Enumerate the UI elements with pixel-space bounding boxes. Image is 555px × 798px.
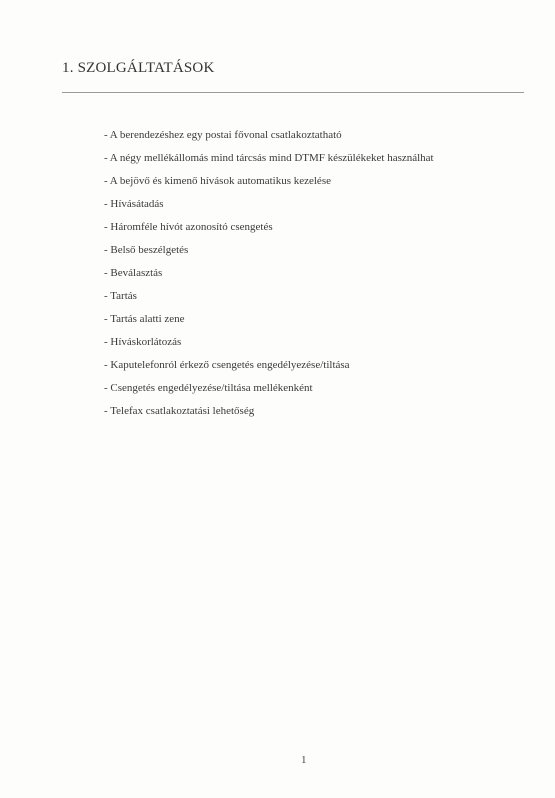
list-item: - Belső beszélgetés	[104, 244, 189, 256]
list-item: - Híváskorlátozás	[104, 336, 182, 348]
service-list	[104, 124, 434, 423]
page-number: 1	[301, 754, 307, 766]
title-divider	[62, 92, 524, 93]
section-title: 1. SZOLGÁLTATÁSOK	[62, 60, 215, 76]
list-item: - Hívásátadás	[104, 198, 164, 210]
list-item: - Tartás alatti zene	[104, 313, 185, 325]
list-item: - Telefax csatlakoztatási lehetőség	[104, 405, 255, 417]
list-item: - Kaputelefonról érkező csengetés engedélyezése/tiltása	[104, 359, 350, 371]
list-item: - Tartás	[104, 290, 137, 302]
list-item: - A négy mellékállomás mind tárcsás mind DTMF készülékeket használhat	[104, 152, 434, 164]
list-item: - A berendezéshez egy postai fővonal csatlakoztatható	[104, 129, 342, 141]
list-item: - Csengetés engedélyezése/tiltása mellékenként	[104, 382, 313, 394]
list-item: - A bejövő és kimenő hívások automatikus kezelése	[104, 175, 331, 187]
list-item: - Beválasztás	[104, 267, 163, 279]
list-item: - Háromféle hívót azonosító csengetés	[104, 221, 273, 233]
